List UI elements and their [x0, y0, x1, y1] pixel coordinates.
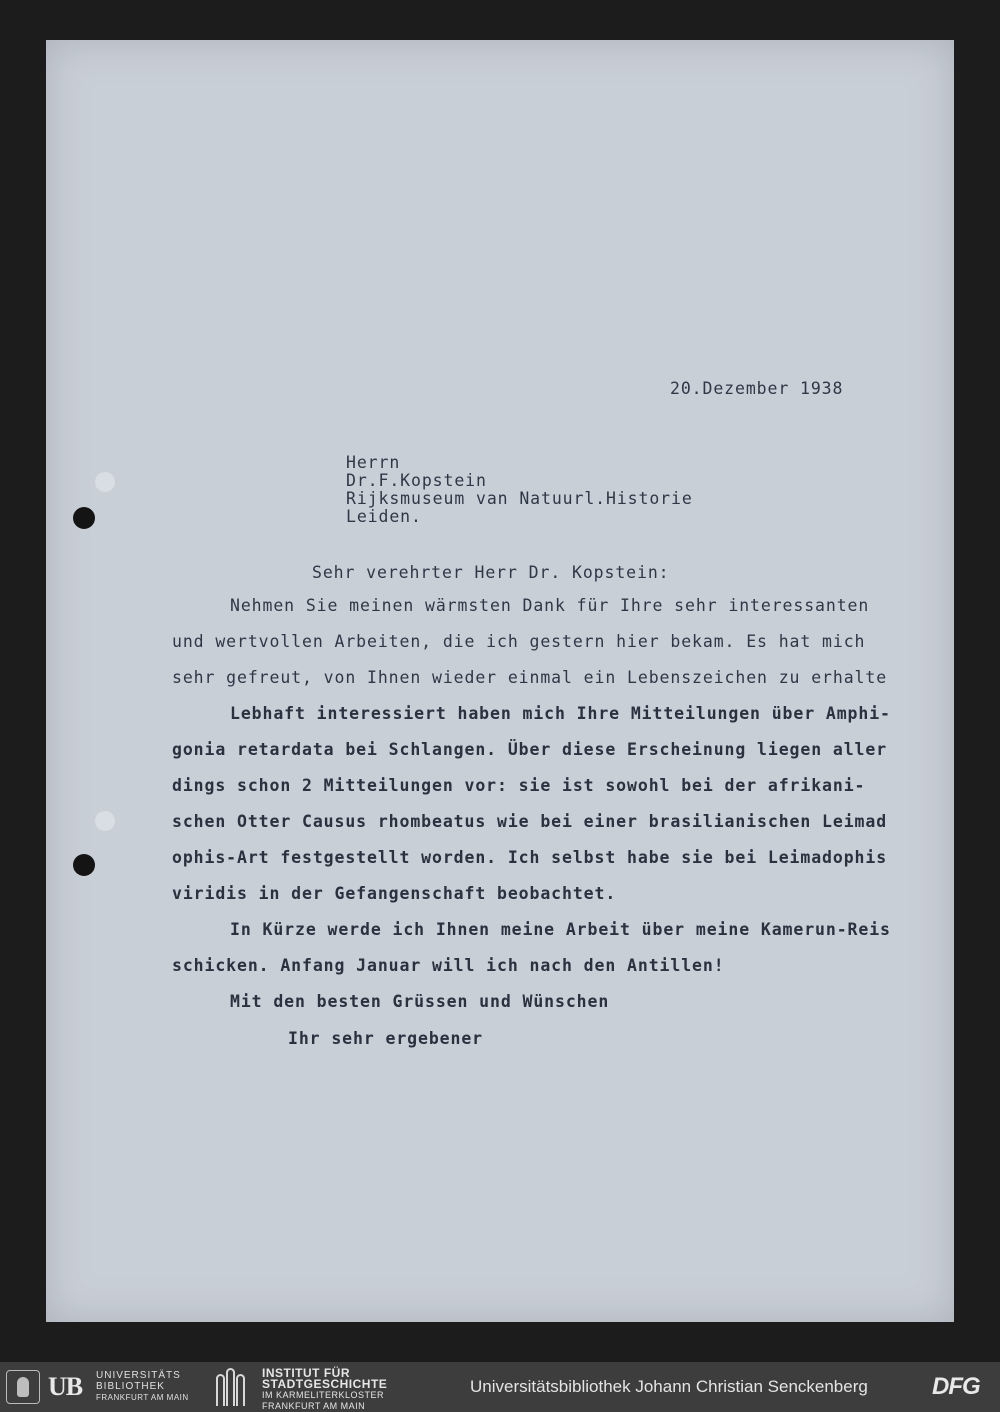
ub-logo-text	[96, 1370, 189, 1403]
isg-logo-text	[262, 1368, 387, 1412]
ub-logo-mark: UB	[48, 1372, 83, 1401]
body-line: schen Otter Causus rhombeatus wie bei einer brasilianischen Leimad	[172, 812, 888, 831]
salutation: Sehr verehrter Herr Dr. Kopstein:	[312, 563, 670, 582]
punch-hole	[73, 854, 95, 876]
punch-hole	[73, 507, 95, 529]
body-line: In Kürze werde ich Ihnen meine Arbeit über meine Kamerun-Reis	[230, 920, 891, 939]
body-line: Lebhaft interessiert haben mich Ihre Mitteilungen über Amphi-	[230, 704, 891, 723]
letter-date: 20.Dezember 1938	[670, 379, 844, 398]
isg-title-line: INSTITUT FÜR	[262, 1366, 350, 1380]
isg-sub-line: IM KARMELITERKLOSTER	[262, 1390, 385, 1400]
ub-line: BIBLIOTHEK	[96, 1381, 165, 1392]
body-line: gonia retardata bei Schlangen. Über diese Erscheinung liegen aller	[172, 740, 888, 759]
body-line: ophis-Art festgestellt worden. Ich selbst habe sie bei Leimadophis	[172, 848, 888, 867]
body-line: Nehmen Sie meinen wärmsten Dank für Ihre sehr interessanten	[230, 596, 870, 615]
body-line: viridis in der Gefangenschaft beobachtet.	[172, 884, 617, 903]
body-line: schicken. Anfang Januar will ich nach den Antillen!	[172, 956, 725, 975]
address-line: Rijksmuseum van Natuurl.Historie	[346, 489, 693, 508]
address-line: Herrn	[346, 453, 401, 472]
body-line: Mit den besten Grüssen und Wünschen	[230, 992, 610, 1011]
address-line: Dr.F.Kopstein	[346, 471, 487, 490]
punch-hole-faint	[95, 472, 115, 492]
punch-hole-faint	[95, 811, 115, 831]
footer-bar	[0, 1362, 1000, 1412]
address-line: Leiden.	[346, 507, 422, 526]
body-line: sehr gefreut, von Ihnen wieder einmal ein Lebenszeichen zu erhalte	[172, 668, 888, 687]
library-credit: Universitätsbibliothek Johann Christian Senckenberg	[470, 1377, 868, 1396]
body-line: dings schon 2 Mitteilungen vor: sie ist sowohl bei der afrikani-	[172, 776, 866, 795]
dfg-logo: DFG	[932, 1373, 980, 1400]
university-seal-icon	[6, 1370, 40, 1404]
body-line: und wertvollen Arbeiten, die ich gestern hier bekam. Es hat mich	[172, 632, 866, 651]
isg-sub-line: FRANKFURT AM MAIN	[262, 1401, 366, 1411]
closing: Ihr sehr ergebener	[288, 1029, 484, 1048]
isg-title-line: STADTGESCHICHTE	[262, 1377, 388, 1391]
letter-page	[46, 40, 954, 1322]
ub-line: UNIVERSITÄTS	[96, 1370, 181, 1381]
ub-line: FRANKFURT AM MAIN	[96, 1393, 189, 1402]
arches-icon	[214, 1368, 252, 1406]
